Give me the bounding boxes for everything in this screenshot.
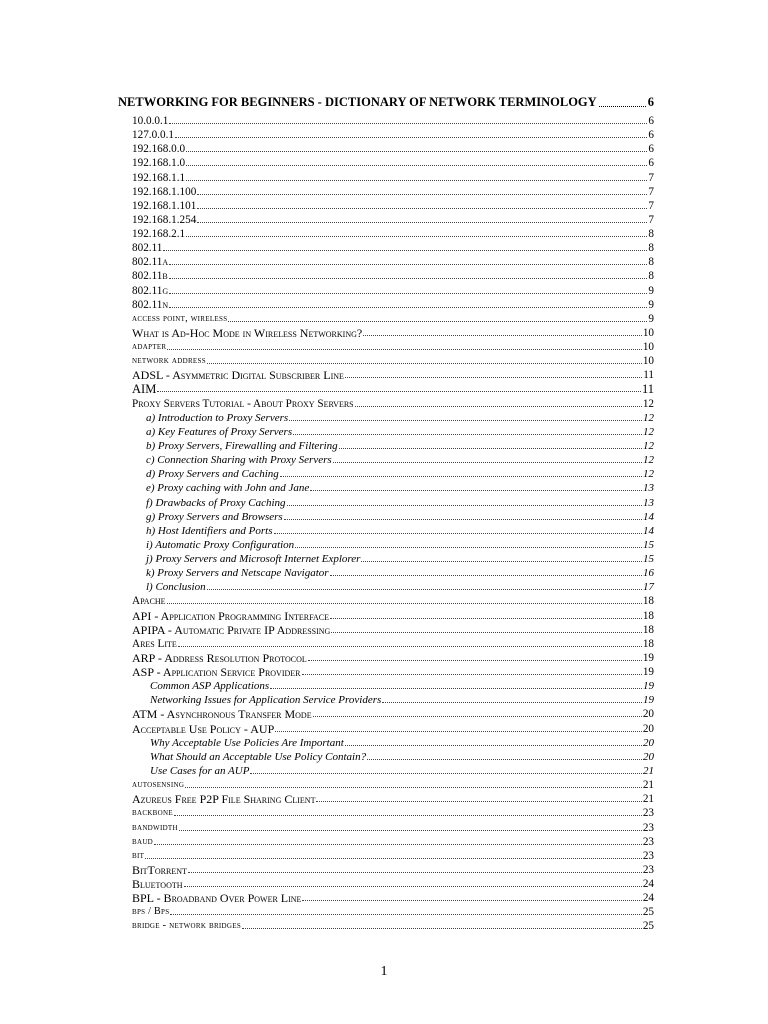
toc-entry-title: Acceptable Use Policy - AUP <box>132 721 275 736</box>
dot-leader <box>339 448 642 449</box>
dot-leader <box>280 476 642 477</box>
dot-leader <box>207 589 642 590</box>
dot-leader <box>302 674 642 675</box>
toc-entry-title: 802.11b <box>132 270 168 283</box>
toc-entry-page: 23 <box>642 835 654 848</box>
toc-entry-page: 25 <box>642 906 654 919</box>
toc-entry-title: k) Proxy Servers and Netscape Navigator <box>146 567 329 580</box>
toc-entry-page: 19 <box>643 694 654 707</box>
toc-entry-page: 8 <box>648 228 654 241</box>
toc-entry <box>132 170 654 184</box>
toc-entry-page: 10 <box>642 341 654 354</box>
toc-entry-title: BitTorrent <box>132 862 187 877</box>
toc-entry <box>132 113 654 127</box>
dot-leader <box>367 759 642 760</box>
toc-entry-page: 8 <box>648 256 654 269</box>
toc-entry-title: adapter <box>132 341 167 353</box>
toc-entry-page: 15 <box>643 553 654 566</box>
toc-entry <box>132 155 654 169</box>
toc-entry-page: 14 <box>643 510 654 523</box>
toc-entry <box>146 495 654 509</box>
toc-entry-page: 20 <box>642 708 654 721</box>
toc-entry-page: 12 <box>643 454 654 467</box>
toc-entry <box>132 608 654 622</box>
dot-leader <box>184 886 642 887</box>
toc-entry <box>132 593 654 607</box>
toc-entry-title: API - Application Programming Interface <box>132 608 329 623</box>
toc-entry <box>132 791 654 805</box>
toc-entry-page: 11 <box>643 369 654 382</box>
toc-entry <box>146 410 654 424</box>
toc-entry-title: 802.11 <box>132 242 163 255</box>
toc-entry <box>146 438 654 452</box>
toc-entry-page: 8 <box>648 242 654 255</box>
toc-entry-title: Networking Issues for Application Service Providers <box>150 694 382 707</box>
toc-entry <box>132 240 654 254</box>
page-number: 1 <box>380 964 388 979</box>
toc-entry <box>132 862 654 876</box>
toc-entry-page: 9 <box>648 298 654 311</box>
toc-entry-title: What is Ad-Hoc Mode in Wireless Networking? <box>132 325 363 340</box>
toc-entry-page: 13 <box>643 496 654 509</box>
toc-entry <box>132 226 654 240</box>
dot-leader <box>167 349 641 350</box>
toc-entry <box>132 283 654 297</box>
dot-leader <box>250 773 642 774</box>
toc-entry <box>132 367 654 381</box>
toc-entry <box>146 466 654 480</box>
toc-entry <box>150 749 654 763</box>
dot-leader <box>275 731 642 732</box>
dot-leader <box>333 462 642 463</box>
toc-entry <box>132 664 654 678</box>
toc-entry-title: 802.11g <box>132 284 169 297</box>
toc-entry-page: 7 <box>648 185 654 198</box>
dot-leader <box>302 900 641 901</box>
toc-entry-title: Ares Lite <box>132 637 177 650</box>
dot-leader <box>169 123 647 124</box>
toc-entry-page: 6 <box>648 143 654 156</box>
toc-entry-title: AIM <box>132 382 157 397</box>
toc-entry <box>146 480 654 494</box>
dot-leader <box>382 702 642 703</box>
toc-entry-page: 18 <box>642 637 654 650</box>
toc-entry-title: 10.0.0.1 <box>132 115 169 127</box>
dot-leader <box>330 575 642 576</box>
toc-entry-page: 18 <box>642 609 654 622</box>
toc-entry-title: 802.11n <box>132 298 169 311</box>
toc-entry <box>132 381 654 395</box>
dot-leader <box>197 222 647 223</box>
toc-entry-title: APIPA - Automatic Private IP Addressing <box>132 622 331 637</box>
toc-entry-page: 23 <box>642 821 654 834</box>
dot-leader <box>363 335 642 336</box>
dot-leader <box>197 208 647 209</box>
toc-entry <box>132 396 654 410</box>
toc-entry-page: 20 <box>643 750 654 763</box>
dot-leader <box>145 858 642 859</box>
toc-entry-page: 6 <box>648 129 654 142</box>
toc-entry <box>146 452 654 466</box>
toc-entry-title: l) Conclusion <box>146 581 206 594</box>
toc-entry-page: 18 <box>642 623 654 636</box>
dot-leader <box>345 745 642 746</box>
toc-entry-title: i) Automatic Proxy Configuration <box>146 538 295 551</box>
dot-leader <box>284 519 642 520</box>
toc-entry-page: 13 <box>643 482 654 495</box>
dot-leader <box>179 830 642 831</box>
dot-leader <box>270 688 642 689</box>
toc-entry-title: Apache <box>132 595 166 608</box>
toc-entry <box>132 353 654 367</box>
dot-leader <box>186 151 647 152</box>
toc-entry <box>132 650 654 664</box>
toc-entry <box>132 127 654 141</box>
toc-entry-title: 192.168.1.254 <box>132 213 197 226</box>
dot-leader <box>295 547 642 548</box>
toc-entry <box>132 636 654 650</box>
toc-entry-title: 802.11a <box>132 256 169 269</box>
toc-entry-title: b) Proxy Servers, Firewalling and Filtering <box>146 439 338 452</box>
toc-entry-page: 23 <box>642 863 654 876</box>
dot-leader <box>186 236 647 237</box>
dot-leader <box>308 660 642 661</box>
dot-leader <box>178 646 642 647</box>
dot-leader <box>167 603 642 604</box>
toc-entry-page: 12 <box>642 397 654 410</box>
toc-title-page: 6 <box>647 95 654 109</box>
toc-entry <box>132 721 654 735</box>
dot-leader <box>345 377 642 378</box>
toc-entry-page: 12 <box>643 468 654 481</box>
dot-leader <box>599 106 646 107</box>
toc-entry-title: 192.168.1.1 <box>132 171 186 184</box>
toc-entry-title: a) Key Features of Proxy Servers <box>146 425 293 438</box>
toc-entry-title: 127.0.0.1 <box>132 129 174 142</box>
dot-leader <box>316 801 641 802</box>
toc-entry-title: bandwidth <box>132 821 178 833</box>
toc-entry <box>146 523 654 537</box>
toc-entry <box>132 254 654 268</box>
toc-entry-title: 192.168.1.0 <box>132 157 186 170</box>
dot-leader <box>287 505 642 506</box>
toc-entry-title: autosensing <box>132 779 185 791</box>
toc-entry-title: BPL - Broadband Over Power Line <box>132 891 302 906</box>
toc-entry-title: e) Proxy caching with John and Jane <box>146 482 310 495</box>
toc-entry <box>146 565 654 579</box>
toc-entry-page: 21 <box>642 779 654 792</box>
dot-leader <box>170 914 641 915</box>
dot-leader <box>242 928 642 929</box>
dot-leader <box>197 194 647 195</box>
toc-entry-page: 7 <box>648 171 654 184</box>
toc-entry-title: 192.168.1.100 <box>132 185 197 198</box>
dot-leader <box>361 561 642 562</box>
toc-entry-page: 16 <box>643 567 654 580</box>
toc-entry-title: network address <box>132 355 206 367</box>
dot-leader <box>174 815 642 816</box>
toc-entry-title: ASP - Application Service Provider <box>132 665 301 680</box>
toc-entry-title: f) Drawbacks of Proxy Caching <box>146 496 286 509</box>
dot-leader <box>175 137 647 138</box>
dot-leader <box>169 307 647 308</box>
dot-leader <box>186 165 647 166</box>
dot-leader <box>169 264 647 265</box>
toc-entry-page: 9 <box>648 312 654 325</box>
toc-entry-title: bit <box>132 849 145 861</box>
toc-entry <box>132 325 654 339</box>
toc-entry-page: 12 <box>643 411 654 424</box>
toc-entry-title: Bluetooth <box>132 877 183 892</box>
dot-leader <box>313 716 642 717</box>
toc-entry-title: c) Connection Sharing with Proxy Servers <box>146 454 332 467</box>
toc-entry <box>132 184 654 198</box>
dot-leader <box>274 533 643 534</box>
toc-entry-title: backbone <box>132 807 173 819</box>
toc-entry-page: 23 <box>642 807 654 820</box>
toc-entry-page: 18 <box>642 595 654 608</box>
toc-entry <box>150 692 654 706</box>
dot-leader <box>228 321 647 322</box>
toc-entry-page: 24 <box>642 878 654 891</box>
toc-entry-title: Use Cases for an AUP <box>150 764 250 777</box>
toc-entry <box>132 805 654 819</box>
toc-entry-page: 10 <box>642 355 654 368</box>
dot-leader <box>188 872 642 873</box>
toc-entry-page: 23 <box>642 849 654 862</box>
toc-entry <box>132 820 654 834</box>
dot-leader <box>289 420 642 421</box>
toc-entry-title: ARP - Address Resolution Protocol <box>132 650 307 665</box>
toc-entry <box>146 509 654 523</box>
toc-entry <box>132 297 654 311</box>
toc-entry <box>132 311 654 325</box>
toc-entry-page: 7 <box>648 213 654 226</box>
toc-entry-title: 192.168.1.101 <box>132 199 197 212</box>
toc-entry-page: 17 <box>643 581 654 594</box>
dot-leader <box>207 363 642 364</box>
toc-entry <box>132 212 654 226</box>
toc-entry-page: 19 <box>642 666 654 679</box>
toc-entry <box>132 904 654 918</box>
toc-title-row <box>118 94 654 110</box>
dot-leader <box>331 632 642 633</box>
dot-leader <box>169 278 648 279</box>
toc-entry <box>132 141 654 155</box>
toc-entry-page: 20 <box>642 722 654 735</box>
toc-entry <box>132 777 654 791</box>
toc-title: NETWORKING FOR BEGINNERS - DICTIONARY OF NETWORK TERMINOLOGY <box>118 95 597 109</box>
toc-entry <box>132 834 654 848</box>
toc-entry <box>146 537 654 551</box>
toc-entry-title: a) Introduction to Proxy Servers <box>146 411 289 424</box>
toc-entry-page: 6 <box>648 115 654 127</box>
dot-leader <box>330 618 642 619</box>
toc-entry-title: Why Acceptable Use Policies Are Important <box>150 736 344 749</box>
toc-entry <box>150 678 654 692</box>
toc-entry-page: 8 <box>648 270 654 283</box>
toc-entry-page: 21 <box>643 764 654 777</box>
toc-entry <box>146 551 654 565</box>
toc-entry-title: ADSL - Asymmetric Digital Subscriber Line <box>132 368 344 383</box>
toc-entry-page: 9 <box>648 284 654 297</box>
dot-leader <box>310 490 642 491</box>
dot-leader <box>169 293 647 294</box>
toc-entry-page: 6 <box>648 157 654 170</box>
toc-entry-title: What Should an Acceptable Use Policy Contain? <box>150 750 367 763</box>
toc-entry <box>132 268 654 282</box>
dot-leader <box>185 787 642 788</box>
toc-entry-title: Azureus Free P2P File Sharing Client <box>132 792 316 807</box>
toc-entry <box>132 706 654 720</box>
toc-entry-title: g) Proxy Servers and Browsers <box>146 510 283 523</box>
toc-entry <box>132 918 654 932</box>
toc-entry <box>132 890 654 904</box>
toc-entry-title: Common ASP Applications <box>150 680 270 693</box>
dot-leader <box>154 844 642 845</box>
toc-entry-page: 20 <box>643 736 654 749</box>
toc-entry-title: baud <box>132 835 154 847</box>
toc-entry <box>132 622 654 636</box>
dot-leader <box>163 250 647 251</box>
toc-entry-page: 15 <box>643 538 654 551</box>
toc-entry <box>146 579 654 593</box>
toc-entry-title: j) Proxy Servers and Microsoft Internet Explorer <box>146 553 361 566</box>
toc-entry-page: 12 <box>643 425 654 438</box>
toc-entry-title: bps / Bps <box>132 906 170 918</box>
toc-entry <box>132 339 654 353</box>
toc-entry-title: h) Host Identifiers and Ports <box>146 524 273 537</box>
toc-entry <box>132 198 654 212</box>
toc-entry-page: 11 <box>641 382 654 397</box>
dot-leader <box>186 180 647 181</box>
toc-entry <box>150 763 654 777</box>
toc-entry-title: Proxy Servers Tutorial - About Proxy Servers <box>132 397 354 410</box>
toc-entry-page: 19 <box>643 680 654 693</box>
toc-entry-page: 7 <box>648 199 654 212</box>
toc-entry <box>132 876 654 890</box>
toc-entry-title: access point, wireless <box>132 312 228 324</box>
toc-entry <box>150 735 654 749</box>
toc-entry-page: 21 <box>642 793 654 806</box>
toc-entry-page: 25 <box>642 920 654 933</box>
toc-entry <box>132 848 654 862</box>
dot-leader <box>157 391 641 392</box>
toc-entry-title: bridge - network bridges <box>132 920 242 932</box>
toc-entry <box>146 424 654 438</box>
toc-entry-title: ATM - Asynchronous Transfer Mode <box>132 707 312 722</box>
toc-entry-page: 24 <box>642 892 654 905</box>
toc-entry-page: 19 <box>642 651 654 664</box>
toc-entry-title: 192.168.2.1 <box>132 228 186 241</box>
dot-leader <box>293 434 642 435</box>
toc-entry-page: 14 <box>643 524 654 537</box>
toc-entry-title: 192.168.0.0 <box>132 143 186 156</box>
toc-entry-page: 10 <box>642 326 654 339</box>
toc-entry-title: d) Proxy Servers and Caching <box>146 468 279 481</box>
dot-leader <box>355 406 642 407</box>
toc-entry-page: 12 <box>643 439 654 452</box>
